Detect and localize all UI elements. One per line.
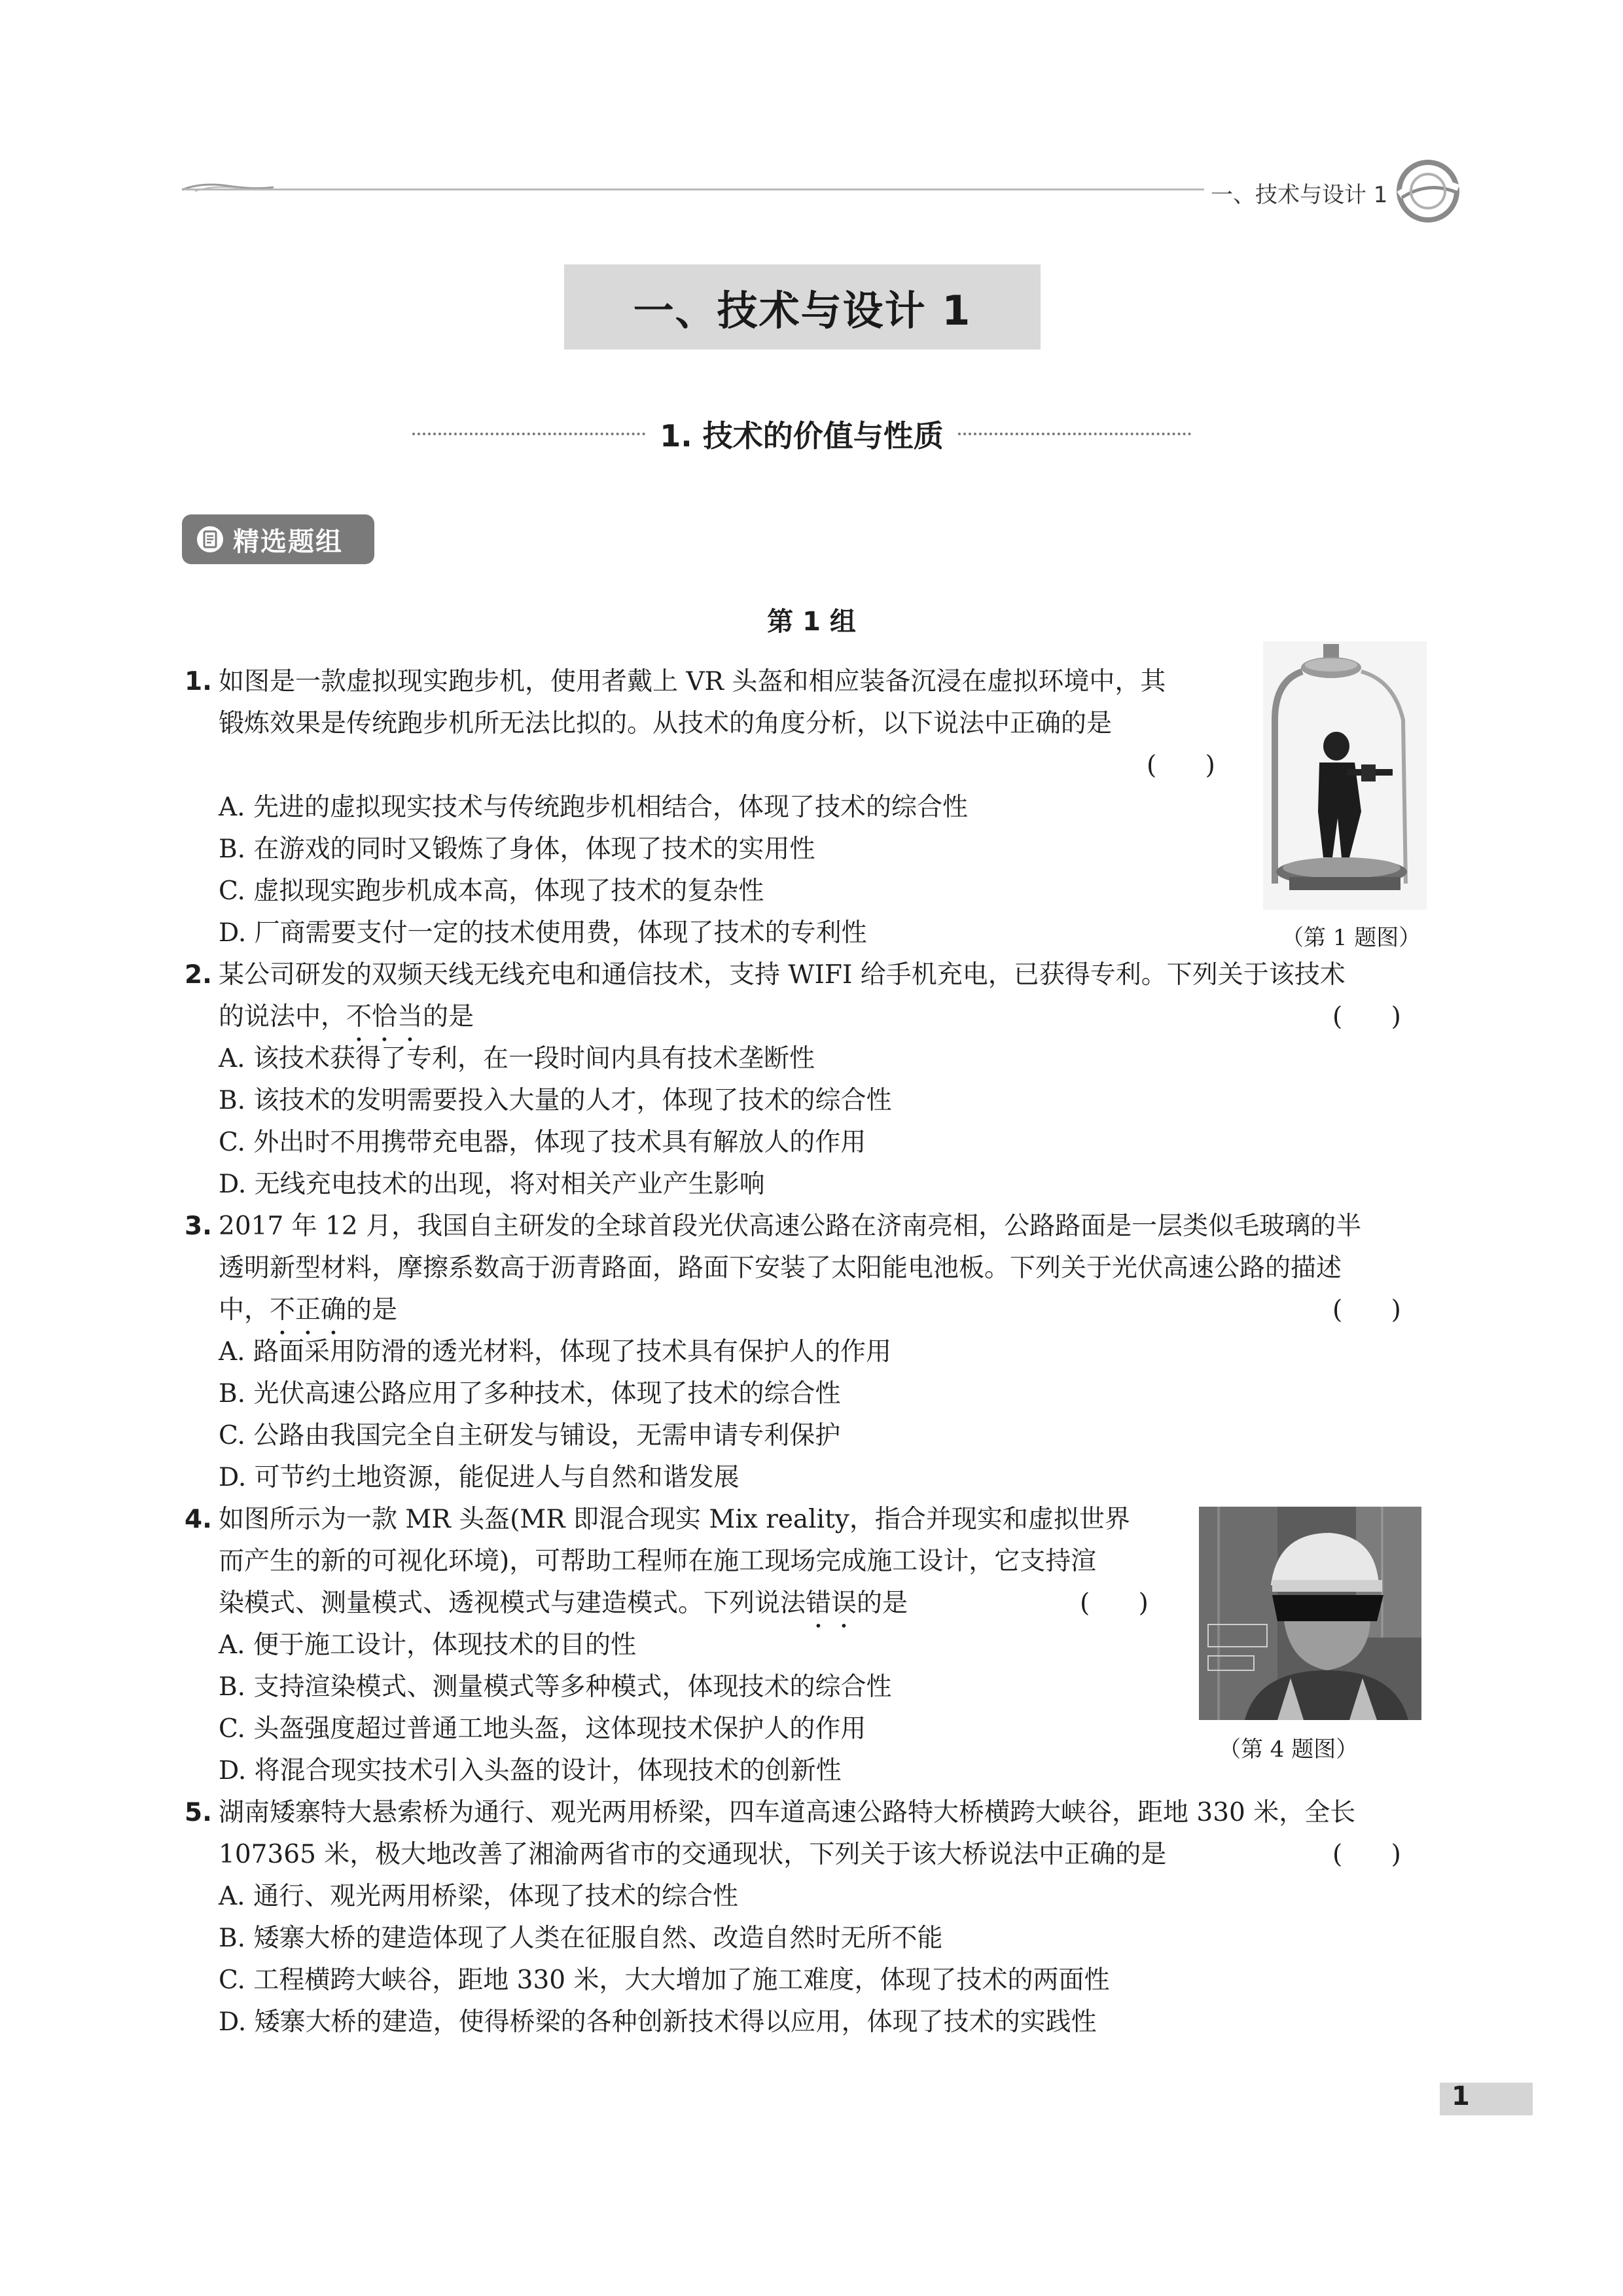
question-3-option-d: D. 可节约土地资源，能促进人与自然和谐发展 bbox=[219, 1463, 740, 1492]
chapter-title-box bbox=[564, 264, 1041, 350]
question-2-option-c: C. 外出时不用携带充电器，体现了技术具有解放人的作用 bbox=[219, 1128, 866, 1157]
question-2-option-d: D. 无线充电技术的出现，将对相关产业产生影响 bbox=[219, 1170, 765, 1199]
question-3-option-c: C. 公路由我国完全自主研发与铺设，无需申请专利保护 bbox=[219, 1421, 841, 1450]
emphasis-text: 不恰当 bbox=[346, 1002, 423, 1031]
question-2-line-2: 的说法中，不恰当的是 bbox=[219, 1002, 474, 1031]
group-title: 第 1 组 bbox=[767, 607, 856, 637]
header-decoration bbox=[182, 175, 274, 195]
dotted-rule-left bbox=[412, 433, 645, 435]
question-1-option-d: D. 厂商需要支付一定的技术使用费，体现了技术的专利性 bbox=[219, 918, 867, 948]
figure-1-caption: （第 1 题图） bbox=[1281, 925, 1421, 951]
question-4-option-b: B. 支持渲染模式、测量模式等多种模式，体现技术的综合性 bbox=[219, 1672, 892, 1702]
question-5-option-d: D. 矮寨大桥的建造，使得桥梁的各种创新技术得以应用，体现了技术的实践性 bbox=[219, 2007, 1097, 2037]
running-title: 一、技术与设计 1 bbox=[1211, 182, 1388, 208]
question-3-option-a: A. 路面采用防滑的透光材料，体现了技术具有保护人的作用 bbox=[219, 1337, 891, 1367]
emphasis-text: 不正确 bbox=[270, 1295, 347, 1325]
question-1-option-a: A. 先进的虚拟现实技术与传统跑步机相结合，体现了技术的综合性 bbox=[219, 793, 968, 822]
answer-blank: ( ) bbox=[1080, 1588, 1149, 1618]
question-3-line-3: 中，不正确的是 bbox=[219, 1295, 398, 1325]
answer-blank: ( ) bbox=[1332, 1295, 1401, 1325]
document-icon bbox=[196, 523, 224, 556]
question-number: 3. bbox=[185, 1211, 212, 1241]
page-number: 1 bbox=[1452, 2081, 1470, 2111]
question-4-option-d: D. 将混合现实技术引入头盔的设计，体现技术的创新性 bbox=[219, 1756, 842, 1785]
question-5-option-a: A. 通行、观光两用桥梁，体现了技术的综合性 bbox=[219, 1882, 738, 1911]
badge-label: 精选题组 bbox=[233, 526, 343, 557]
selected-questions-badge bbox=[182, 514, 374, 564]
answer-blank: ( ) bbox=[1332, 1840, 1401, 1869]
question-4-line-2: 而产生的新的可视化环境)，可帮助工程师在施工现场完成施工设计，它支持渲 bbox=[219, 1547, 1097, 1576]
question-1-option-c: C. 虚拟现实跑步机成本高，体现了技术的复杂性 bbox=[219, 876, 764, 906]
section-title: 1. 技术的价值与性质 bbox=[660, 418, 944, 454]
dotted-rule-right bbox=[958, 433, 1191, 435]
question-1-option-b: B. 在游戏的同时又锻炼了身体，体现了技术的实用性 bbox=[219, 834, 815, 864]
question-4-line-3: 染模式、测量模式、透视模式与建造模式。下列说法错误的是 bbox=[219, 1588, 908, 1618]
answer-blank: ( ) bbox=[1332, 1002, 1401, 1031]
question-1-line-1: 1. 如图是一款虚拟现实跑步机，使用者戴上 VR 头盔和相应装备沉浸在虚拟环境中，其 bbox=[185, 661, 1166, 703]
question-2-option-b: B. 该技术的发明需要投入大量的人才，体现了技术的综合性 bbox=[219, 1086, 892, 1115]
section-heading bbox=[412, 411, 1191, 457]
question-4-option-c: C. 头盔强度超过普通工地头盔，这体现技术保护人的作用 bbox=[219, 1714, 866, 1744]
question-number: 1. bbox=[185, 667, 212, 696]
question-number: 4. bbox=[185, 1505, 212, 1534]
question-3-line-2: 透明新型材料，摩擦系数高于沥青路面，路面下安装了太阳能电池板。下列关于光伏高速公路的描述 bbox=[219, 1253, 1342, 1283]
question-5-line-2: 107365 米，极大地改善了湘渝两省市的交通现状，下列关于该大桥说法中正确的是 bbox=[219, 1840, 1167, 1869]
question-1-line-2: 锻炼效果是传统跑步机所无法比拟的。从技术的角度分析，以下说法中正确的是 bbox=[219, 709, 1113, 738]
chapter-title: 一、技术与设计 1 bbox=[633, 286, 972, 334]
answer-blank: ( ) bbox=[1147, 751, 1215, 780]
question-5-line-1: 5. 湖南矮寨特大悬索桥为通行、观光两用桥梁，四车道高速公路特大桥横跨大峡谷，距地 330 米，全长 bbox=[185, 1792, 1355, 1834]
vr-treadmill-figure bbox=[1263, 641, 1427, 910]
question-3-option-b: B. 光伏高速公路应用了多种技术，体现了技术的综合性 bbox=[219, 1379, 841, 1408]
question-2-line-1: 2. 某公司研发的双频天线无线充电和通信技术，支持 WIFI 给手机充电，已获得专利。下列关于该技术 bbox=[185, 954, 1346, 996]
mr-helmet-figure bbox=[1199, 1507, 1421, 1720]
figure-4-caption: （第 4 题图） bbox=[1219, 1736, 1359, 1763]
header-rule bbox=[183, 188, 1204, 190]
question-5-option-c: C. 工程横跨大峡谷，距地 330 米，大大增加了施工难度，体现了技术的两面性 bbox=[219, 1965, 1110, 1995]
question-number: 2. bbox=[185, 960, 212, 990]
question-3-line-1: 3. 2017 年 12 月，我国自主研发的全球首段光伏高速公路在济南亮相，公路路面是一层类似毛玻璃的半 bbox=[185, 1206, 1361, 1247]
question-number: 5. bbox=[185, 1798, 212, 1827]
question-4-line-1: 4. 如图所示为一款 MR 头盔(MR 即混合现实 Mix reality，指合并现实和虚拟世界 bbox=[185, 1499, 1130, 1541]
emphasis-text: 错误 bbox=[806, 1588, 857, 1618]
question-2-option-a: A. 该技术获得了专利，在一段时间内具有技术垄断性 bbox=[219, 1044, 815, 1073]
question-4-option-a: A. 便于施工设计，体现技术的目的性 bbox=[219, 1630, 636, 1660]
header-logo-icon bbox=[1393, 156, 1463, 226]
question-5-option-b: B. 矮寨大桥的建造体现了人类在征服自然、改造自然时无所不能 bbox=[219, 1924, 943, 1953]
